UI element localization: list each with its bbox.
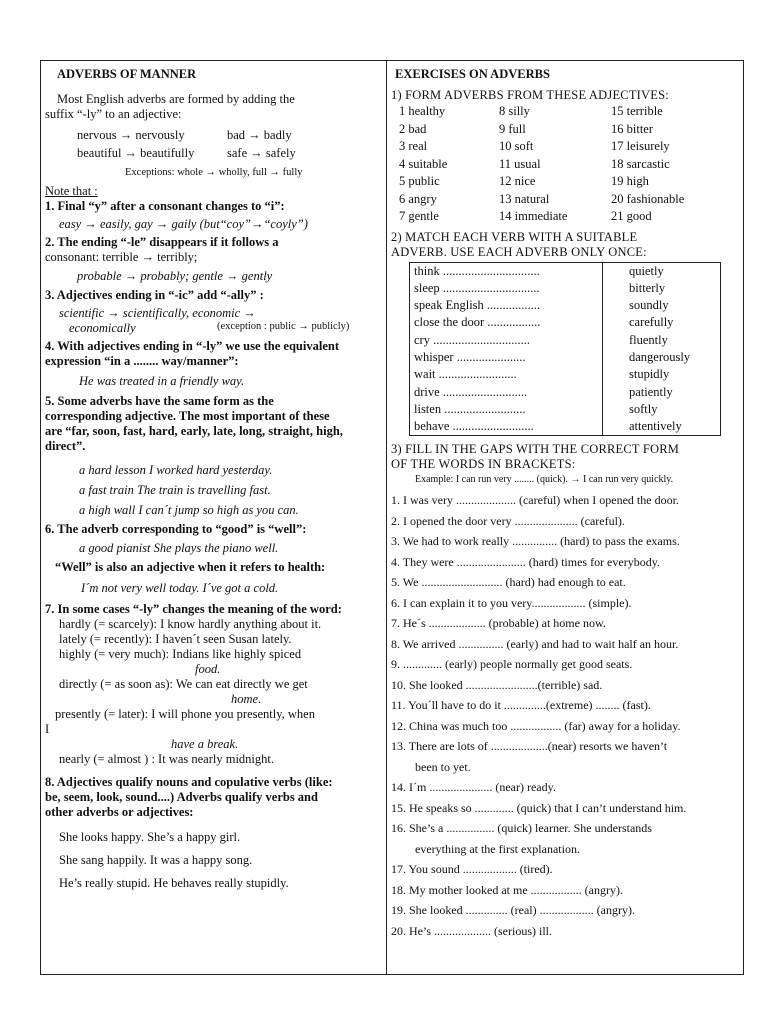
adverb-item: fluently (629, 332, 668, 347)
gap-fill-sentence: 10. She looked ........................(terrible) sad. (391, 677, 603, 692)
verb-item: cry ............................... (414, 332, 530, 347)
adverb-item: attentively (629, 419, 682, 434)
gap-fill-sentence: 6. I can explain it to you very.................. (simple). (391, 595, 632, 610)
adjective-item: 2 bad (399, 121, 427, 136)
verb-list (410, 262, 603, 436)
left-column (41, 61, 386, 895)
adjective-item: 12 nice (499, 174, 536, 188)
rule-6-note: “Well” is also an adjective when it refers to health: (55, 559, 326, 574)
adverb-item: quietly (629, 263, 664, 278)
rule-6: 6. The adverb corresponding to “good” is “well”: (45, 521, 307, 536)
adverb-item: patiently (629, 384, 673, 399)
verb-item: wait ......................... (414, 367, 517, 382)
rule-7-example: have a break. (171, 736, 239, 751)
right-title: EXERCISES ON ADVERBS (395, 67, 550, 81)
rule-5-line-2: corresponding adjective. The most important of these (45, 408, 330, 423)
rule-5-example: a fast train The train is travelling fast. (79, 482, 271, 497)
rule-7-example: food. (195, 661, 221, 676)
verb-item: whisper ...................... (414, 349, 526, 364)
adverb-list (603, 262, 721, 436)
rule-7-example: presently (= later): I will phone you presently, when (55, 706, 315, 721)
exceptions-line: Exceptions: whole → wholly, full → fully (125, 167, 303, 178)
rule-5-example: a high wall I can´t jump so high as you can. (79, 502, 299, 517)
adjective-item: 1 healthy (399, 104, 446, 118)
verb-item: close the door ................. (414, 315, 541, 330)
adjective-item: 3 real (399, 139, 428, 153)
gap-fill-sentence: 19. She looked .............. (real) .................. (angry). (391, 903, 635, 918)
adjective-item: 4 suitable (399, 156, 448, 171)
adjective-item: 15 terrible (611, 104, 663, 118)
gap-fill-sentence: 20. He’s ................... (serious) ill. (391, 923, 552, 938)
worksheet (40, 60, 744, 975)
adverb-examples (77, 128, 382, 161)
rule-3-example-2-row (45, 321, 382, 336)
rule-7-example: highly (= very much): Indians like highly spiced (59, 646, 302, 661)
match-table (409, 262, 721, 437)
gap-fill-sentence: 1. I was very .................... (careful) when I opened the door. (391, 493, 679, 508)
gap-fill-sentence: everything at the first explanation. (415, 841, 580, 856)
rule-7-example: hardly (= scarcely): I know hardly anything about it. (59, 616, 322, 631)
gap-fill-sentence: 3. We had to work really ............... (hard) to pass the exams. (391, 534, 680, 549)
verb-item: think ............................... (414, 263, 540, 278)
rule-5-example: a hard lesson I worked hard yesterday. (79, 462, 273, 477)
exercise-3-heading-2: OF THE WORDS IN BRACKETS: (391, 457, 576, 472)
exercise-2-heading-2: ADVERB. USE EACH ADVERB ONLY ONCE: (391, 244, 647, 259)
left-title: ADVERBS OF MANNER (57, 67, 197, 81)
rule-7-example: lately (= recently): I haven´t seen Susan lately. (59, 631, 292, 646)
adjective-item: 11 usual (499, 156, 541, 171)
adjective-item: 18 sarcastic (611, 156, 670, 171)
adverb-item: bitterly (629, 280, 666, 295)
rule-8-example: She looks happy. She’s a happy girl. (59, 829, 241, 844)
right-column (387, 61, 744, 941)
verb-item: behave .......................... (414, 419, 534, 434)
gap-fill-sentence: 17. You sound .................. (tired). (391, 862, 553, 877)
adverb-item: dangerously (629, 349, 691, 364)
gap-fill-sentence: 12. China was much too ................. (far) away for a holiday. (391, 718, 681, 733)
adjective-item: 17 leisurely (611, 139, 670, 153)
gap-fill-sentence: 16. She’s a ................ (quick) learner. She understands (391, 821, 652, 836)
rule-7-example: nearly (= almost ) : It was nearly midnight. (59, 751, 274, 766)
adjective-item: 7 gentle (399, 209, 439, 223)
rule-5-line-1: 5. Some adverbs have the same form as the (45, 393, 274, 408)
intro-line-1: Most English adverbs are formed by adding the (57, 92, 295, 106)
gap-fill-sentence: 9. ............. (early) people normally get good seats. (391, 657, 633, 672)
example-pair: bad → badly (227, 128, 292, 142)
gap-fill-sentence: 13. There are lots of ...................(near) resorts we haven’t (391, 739, 668, 754)
rule-4-line-2: expression “in a ........ way/manner”: (45, 353, 239, 368)
example-pair: nervous → nervously (77, 128, 185, 142)
gap-fill-sentence: 14. I´m ..................... (near) ready. (391, 780, 556, 795)
rule-4-line-1: 4. With adjectives ending in “-ly” we use the equivalent (45, 338, 339, 353)
gap-fill-sentence: 7. He´s ................... (probable) at home now. (391, 616, 606, 631)
intro-line-2: suffix “-ly” to an adjective: (45, 107, 182, 121)
adjective-item: 13 natural (499, 191, 550, 206)
rule-2-line-1: 2. The ending “-le” disappears if it follows a (45, 234, 279, 249)
adjective-item: 21 good (611, 209, 652, 223)
rule-4-example: He was treated in a friendly way. (79, 373, 245, 388)
rule-2-example: probable → probably; gentle → gently (77, 268, 273, 283)
rule-3: 3. Adjectives ending in “-ic” add “-ally” : (45, 287, 264, 302)
gap-fill-sentence: 4. They were ....................... (hard) times for everybody. (391, 554, 660, 569)
adjective-item: 14 immediate (499, 209, 568, 223)
exercise-3-example: Example: I can run very ........ (quick). → I can run very quickly. (415, 474, 674, 486)
rule-1: 1. Final “y” after a consonant changes to “i”: (45, 198, 285, 213)
rule-8-line-2: be, seem, look, sound....) Adverbs qualify verbs and (45, 789, 318, 804)
adjective-item: 19 high (611, 174, 649, 188)
gap-fill-sentence: 18. My mother looked at me ................. (angry). (391, 882, 623, 897)
adverb-item: carefully (629, 315, 674, 330)
rule-2-line-2: consonant: terrible → terribly; (45, 249, 198, 264)
gap-fill-sentence: 5. We ........................... (hard) had enough to eat. (391, 575, 626, 590)
gap-fill-sentences (391, 490, 740, 941)
rule-5-line-3: are “far, soon, fast, hard, early, late, long, straight, high, (45, 423, 343, 438)
gap-fill-sentence: 15. He speaks so ............. (quick) that I can’t understand him. (391, 800, 687, 815)
rule-3-example-1: scientific → scientifically, economic → (59, 305, 256, 320)
adjective-item: 5 public (399, 174, 440, 188)
rule-8-line-3: other adverbs or adjectives: (45, 804, 194, 819)
exercise-3-heading-1: 3) FILL IN THE GAPS WITH THE CORRECT FORM (391, 442, 680, 457)
rule-6-example-2: I´m not very well today. I´ve got a cold. (81, 580, 279, 595)
adverb-item: soundly (629, 298, 669, 313)
rule-8-example: He’s really stupid. He behaves really stupidly. (59, 875, 289, 890)
adjective-item: 16 bitter (611, 121, 654, 136)
rule-7-example: directly (= as soon as): We can eat directly we get (59, 676, 308, 691)
rule-1-example: easy → easily, gay → gaily (but“coy”→“coyly”) (59, 216, 308, 231)
rule-8-line-1: 8. Adjectives qualify nouns and copulative verbs (like: (45, 774, 333, 789)
exercise-1-heading: 1) FORM ADVERBS FROM THESE ADJECTIVES: (391, 88, 669, 102)
rule-8-example: She sang happily. It was a happy song. (59, 852, 253, 867)
gap-fill-sentence: 11. You´ll have to do it ..............(extreme) ........ (fast). (391, 698, 651, 713)
rule-3-example-2: economically (69, 320, 136, 335)
rule-7: 7. In some cases “-ly” changes the meaning of the word: (45, 601, 342, 616)
adverb-item: softly (629, 401, 658, 416)
adjective-item: 6 angry (399, 191, 437, 206)
verb-item: listen .......................... (414, 401, 526, 416)
gap-fill-sentence: 2. I opened the door very ..................... (careful). (391, 513, 625, 528)
adjective-item: 10 soft (499, 139, 534, 153)
adjective-list (399, 103, 740, 226)
exercise-2-heading-1: 2) MATCH EACH VERB WITH A SUITABLE (391, 229, 638, 244)
note-heading: Note that : (45, 183, 98, 198)
example-pair: beautiful → beautifully (77, 146, 195, 160)
adjective-item: 9 full (499, 121, 526, 136)
rule-7-example: home. (231, 691, 262, 706)
verb-item: speak English ................. (414, 298, 541, 313)
rule-5-line-4: direct”. (45, 438, 86, 453)
verb-item: drive ........................... (414, 384, 528, 399)
adjective-item: 8 silly (499, 104, 530, 118)
verb-item: sleep ............................... (414, 280, 540, 295)
gap-fill-sentence: been to yet. (415, 759, 471, 774)
rule-3-exception: (exception : public → publicly) (217, 320, 350, 332)
rule-7-example: I (45, 721, 50, 736)
example-pair: safe → safely (227, 146, 296, 160)
adjective-item: 20 fashionable (611, 191, 685, 206)
rule-6-example: a good pianist She plays the piano well. (79, 540, 279, 555)
adverb-item: stupidly (629, 367, 670, 382)
gap-fill-sentence: 8. We arrived ............... (early) and had to wait half an hour. (391, 636, 679, 651)
